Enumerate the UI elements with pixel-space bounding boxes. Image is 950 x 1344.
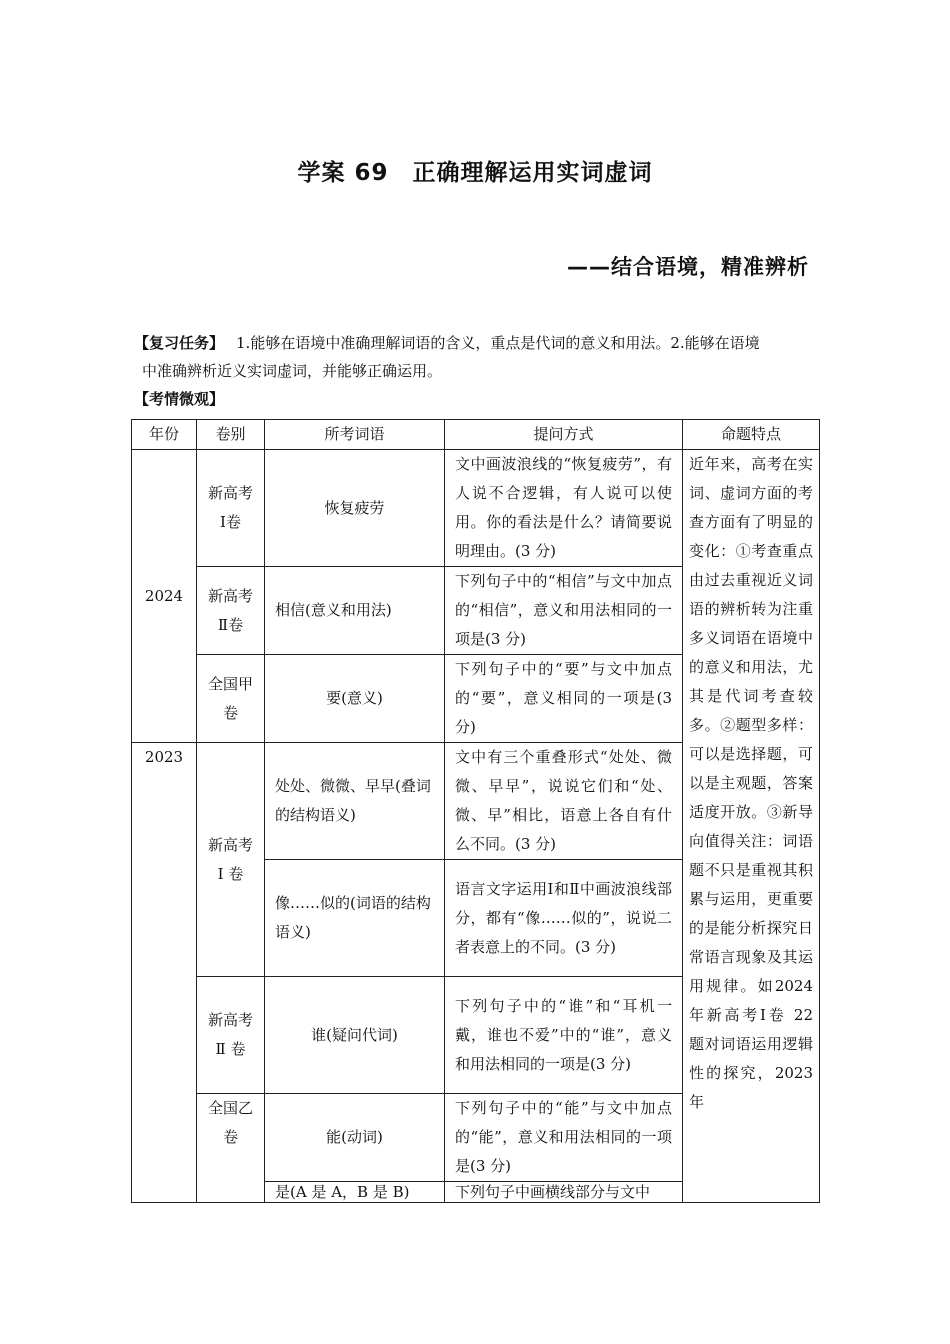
header-paper: 卷别 <box>197 420 265 450</box>
section-heading: 【考情微观】 <box>134 390 225 408</box>
header-term: 所考词语 <box>265 420 445 450</box>
paper-cell: 全国乙卷 <box>197 1094 265 1203</box>
page-title <box>0 154 950 187</box>
page-subtitle: ——结合语境，精准辨析 <box>567 255 809 279</box>
paper-cell: 新高考Ⅱ卷 <box>197 567 265 655</box>
term-cell: 能(动词) <box>265 1094 445 1182</box>
review-task <box>134 329 816 385</box>
question-cell: 文中画波浪线的“恢复疲劳”，有人说不合逻辑，有人说可以使用。你的看法是什么？请简要说明理由。(3 分) <box>445 450 683 567</box>
question-cell: 下列句子中画横线部分与文中 <box>445 1182 683 1203</box>
title-label: 学案 <box>297 160 346 186</box>
term-cell: 是(A 是 A，B 是 B) <box>265 1182 445 1203</box>
title-number: 69 <box>354 160 389 186</box>
question-cell: 下列句子中的“谁”和“耳机一戴，谁也不爱”中的“谁”，意义和用法相同的一项是(3 分) <box>445 977 683 1094</box>
term-cell: 恢复疲劳 <box>265 450 445 567</box>
question-cell: 下列句子中的“要”与文中加点的“要”，意义相同的一项是(3 分) <box>445 655 683 743</box>
paper-cell: 新高考Ⅰ卷 <box>197 450 265 567</box>
review-task-line1: 1.能够在语境中准确理解词语的含义，重点是代词的意义和用法。2.能够在语境 <box>236 334 760 352</box>
year-cell: 2023 <box>132 743 197 1203</box>
header-year: 年份 <box>132 420 197 450</box>
question-cell: 下列句子中的“能”与文中加点的“能”，意义和用法相同的一项是(3 分) <box>445 1094 683 1182</box>
table-row <box>132 450 820 567</box>
paper-cell: 新高考Ⅰ 卷 <box>197 743 265 977</box>
term-cell: 相信(意义和用法) <box>265 567 445 655</box>
feature-cell: 近年来，高考在实词、虚词方面的考查方面有了明显的变化：①考查重点由过去重视近义词语的辨析转为注重多义词语在语境中的意义和用法，尤其是代词考查较多。②题型多样：可以是选择题，可以是主观题，答案适度开放。③新导向值得关注：词语题不只是重视其积累与运用，更重要的是能分析探究日常语言现象及其运用规律。如2024 年新高考Ⅰ卷 22 题对词语运用逻辑性的探究，2023 年 <box>683 450 820 1203</box>
title-text: 正确理解运用实词虚词 <box>412 160 653 186</box>
year-cell: 2024 <box>132 450 197 743</box>
header-question: 提问方式 <box>445 420 683 450</box>
review-task-tag: 【复习任务】 <box>134 334 225 352</box>
term-cell: 处处、微微、早早(叠词的结构语义) <box>265 743 445 860</box>
exam-analysis-table <box>131 419 820 1203</box>
question-cell: 文中有三个重叠形式“处处、微微、早早”，说说它们和“处、微、早”相比，语意上各自有什么不同。(3 分) <box>445 743 683 860</box>
term-cell: 谁(疑问代词) <box>265 977 445 1094</box>
table-header-row <box>132 420 820 450</box>
term-cell: 要(意义) <box>265 655 445 743</box>
term-cell: 像……似的(词语的结构语义) <box>265 860 445 977</box>
paper-cell: 全国甲卷 <box>197 655 265 743</box>
header-feature: 命题特点 <box>683 420 820 450</box>
question-cell: 下列句子中的“相信”与文中加点的“相信”，意义和用法相同的一项是(3 分) <box>445 567 683 655</box>
question-cell: 语言文字运用Ⅰ和Ⅱ中画波浪线部分，都有“像……似的”，说说二者表意上的不同。(3 分) <box>445 860 683 977</box>
paper-cell: 新高考Ⅱ 卷 <box>197 977 265 1094</box>
review-task-line2: 中准确辨析近义实词虚词，并能够正确运用。 <box>142 362 443 380</box>
